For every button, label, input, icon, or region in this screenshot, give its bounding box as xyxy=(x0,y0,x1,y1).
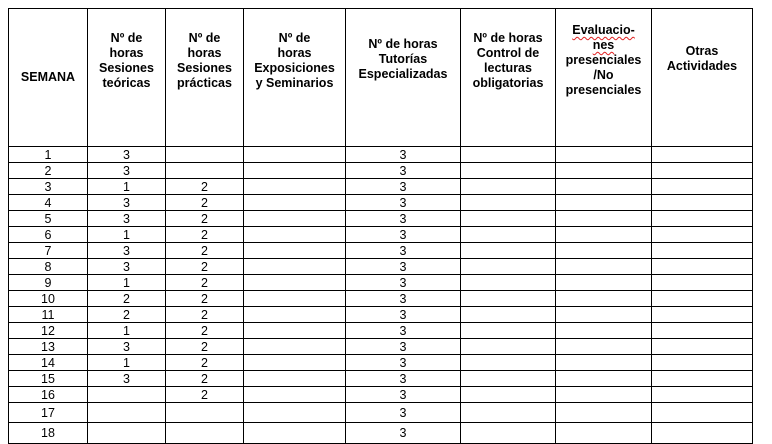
table-row xyxy=(9,227,753,243)
cell-control xyxy=(461,227,556,243)
cell-otras xyxy=(652,275,753,291)
cell-tutorias: 3 xyxy=(346,243,461,259)
cell-evaluaciones xyxy=(556,423,652,444)
cell-evaluaciones xyxy=(556,243,652,259)
header-line: teóricas xyxy=(102,76,151,90)
cell-exposiciones xyxy=(244,387,346,403)
cell-semana: 11 xyxy=(9,307,88,323)
cell-control xyxy=(461,259,556,275)
header-line: y Seminarios xyxy=(255,76,334,90)
cell-exposiciones xyxy=(244,259,346,275)
cell-semana: 7 xyxy=(9,243,88,259)
table-row xyxy=(9,423,753,444)
cell-tutorias: 3 xyxy=(346,339,461,355)
cell-teoricas xyxy=(88,387,166,403)
table-row xyxy=(9,307,753,323)
table-body xyxy=(9,147,753,444)
cell-exposiciones xyxy=(244,243,346,259)
cell-practicas: 2 xyxy=(166,291,244,307)
cell-tutorias: 3 xyxy=(346,211,461,227)
header-line: horas xyxy=(109,46,144,60)
cell-semana: 14 xyxy=(9,355,88,371)
cell-exposiciones xyxy=(244,371,346,387)
header-line: lecturas xyxy=(484,61,532,75)
cell-tutorias: 3 xyxy=(346,227,461,243)
header-line: Nº de xyxy=(188,31,221,45)
cell-control xyxy=(461,163,556,179)
cell-exposiciones xyxy=(244,355,346,371)
header-line: Nº de horas xyxy=(473,31,543,45)
cell-exposiciones xyxy=(244,323,346,339)
header-line: Nº de xyxy=(110,31,143,45)
cell-evaluaciones xyxy=(556,195,652,211)
header-otras-actividades xyxy=(652,9,753,147)
cell-practicas: 2 xyxy=(166,259,244,275)
header-line: horas xyxy=(277,46,312,60)
header-evaluaciones xyxy=(556,9,652,147)
cell-control xyxy=(461,355,556,371)
header-line: presenciales xyxy=(565,83,642,97)
table-row xyxy=(9,211,753,227)
header-line: Nº de horas xyxy=(368,37,438,51)
cell-otras xyxy=(652,403,753,423)
cell-exposiciones xyxy=(244,291,346,307)
table-row xyxy=(9,371,753,387)
cell-control xyxy=(461,243,556,259)
cell-teoricas xyxy=(88,403,166,423)
cell-tutorias: 3 xyxy=(346,259,461,275)
cell-teoricas: 3 xyxy=(88,195,166,211)
header-line: /No xyxy=(593,68,614,82)
cell-semana: 12 xyxy=(9,323,88,339)
header-line: horas xyxy=(187,46,222,60)
cell-practicas: 2 xyxy=(166,323,244,339)
schedule-sheet xyxy=(8,8,753,444)
cell-control xyxy=(461,147,556,163)
table-row xyxy=(9,195,753,211)
cell-exposiciones xyxy=(244,147,346,163)
cell-teoricas: 1 xyxy=(88,179,166,195)
table-row xyxy=(9,339,753,355)
cell-tutorias: 3 xyxy=(346,291,461,307)
cell-evaluaciones xyxy=(556,163,652,179)
cell-semana: 8 xyxy=(9,259,88,275)
header-control-lecturas xyxy=(461,9,556,147)
cell-practicas: 2 xyxy=(166,227,244,243)
cell-exposiciones xyxy=(244,339,346,355)
cell-practicas: 2 xyxy=(166,275,244,291)
cell-exposiciones xyxy=(244,307,346,323)
cell-teoricas: 2 xyxy=(88,291,166,307)
cell-otras xyxy=(652,323,753,339)
cell-otras xyxy=(652,227,753,243)
cell-otras xyxy=(652,291,753,307)
cell-teoricas: 3 xyxy=(88,339,166,355)
cell-tutorias: 3 xyxy=(346,387,461,403)
cell-teoricas xyxy=(88,423,166,444)
header-line-misspelled: Evaluacio- xyxy=(572,23,635,37)
cell-semana: 4 xyxy=(9,195,88,211)
cell-otras xyxy=(652,243,753,259)
cell-control xyxy=(461,275,556,291)
cell-evaluaciones xyxy=(556,403,652,423)
cell-exposiciones xyxy=(244,211,346,227)
cell-practicas: 2 xyxy=(166,387,244,403)
cell-teoricas: 3 xyxy=(88,259,166,275)
cell-control xyxy=(461,371,556,387)
table-row xyxy=(9,387,753,403)
cell-semana: 10 xyxy=(9,291,88,307)
cell-teoricas: 2 xyxy=(88,307,166,323)
header-sesiones-practicas xyxy=(166,9,244,147)
cell-evaluaciones xyxy=(556,371,652,387)
header-line: Sesiones xyxy=(99,61,154,75)
cell-semana: 18 xyxy=(9,423,88,444)
header-line: Nº de xyxy=(278,31,311,45)
cell-tutorias: 3 xyxy=(346,355,461,371)
cell-evaluaciones xyxy=(556,323,652,339)
cell-tutorias: 3 xyxy=(346,275,461,291)
cell-tutorias: 3 xyxy=(346,371,461,387)
cell-exposiciones xyxy=(244,179,346,195)
table-row xyxy=(9,355,753,371)
cell-evaluaciones xyxy=(556,179,652,195)
cell-control xyxy=(461,339,556,355)
cell-otras xyxy=(652,339,753,355)
cell-control xyxy=(461,323,556,339)
cell-control xyxy=(461,387,556,403)
cell-otras xyxy=(652,163,753,179)
header-line-misspelled: nes xyxy=(592,38,615,52)
cell-semana: 16 xyxy=(9,387,88,403)
cell-control xyxy=(461,291,556,307)
cell-otras xyxy=(652,387,753,403)
header-sesiones-teoricas xyxy=(88,9,166,147)
cell-teoricas: 1 xyxy=(88,323,166,339)
cell-practicas: 2 xyxy=(166,195,244,211)
weekly-hours-table xyxy=(8,8,753,444)
table-row xyxy=(9,323,753,339)
header-line: Sesiones xyxy=(177,61,232,75)
cell-practicas: 2 xyxy=(166,211,244,227)
cell-teoricas: 1 xyxy=(88,355,166,371)
cell-evaluaciones xyxy=(556,147,652,163)
cell-practicas: 2 xyxy=(166,307,244,323)
table-row xyxy=(9,291,753,307)
table-row xyxy=(9,163,753,179)
header-semana-label: SEMANA xyxy=(20,70,76,84)
cell-control xyxy=(461,307,556,323)
header-line: Especializadas xyxy=(358,67,448,81)
cell-practicas: 2 xyxy=(166,371,244,387)
cell-exposiciones xyxy=(244,423,346,444)
cell-exposiciones xyxy=(244,163,346,179)
cell-semana: 9 xyxy=(9,275,88,291)
header-line: obligatorias xyxy=(472,76,544,90)
table-row xyxy=(9,259,753,275)
cell-practicas xyxy=(166,423,244,444)
cell-semana: 13 xyxy=(9,339,88,355)
cell-control xyxy=(461,195,556,211)
cell-otras xyxy=(652,371,753,387)
header-line: prácticas xyxy=(177,76,232,90)
cell-practicas: 2 xyxy=(166,355,244,371)
cell-practicas: 2 xyxy=(166,243,244,259)
cell-control xyxy=(461,211,556,227)
cell-semana: 15 xyxy=(9,371,88,387)
header-line: Exposiciones xyxy=(254,61,335,75)
header-tutorias-especializadas xyxy=(346,9,461,147)
table-row xyxy=(9,179,753,195)
cell-practicas xyxy=(166,163,244,179)
cell-teoricas: 1 xyxy=(88,227,166,243)
header-line: Otras xyxy=(685,44,719,58)
cell-evaluaciones xyxy=(556,307,652,323)
header-exposiciones-seminarios xyxy=(244,9,346,147)
cell-teoricas: 3 xyxy=(88,163,166,179)
cell-otras xyxy=(652,179,753,195)
cell-evaluaciones xyxy=(556,227,652,243)
cell-otras xyxy=(652,259,753,275)
cell-tutorias: 3 xyxy=(346,307,461,323)
table-row xyxy=(9,403,753,423)
header-line: Control de xyxy=(476,46,540,60)
header-semana xyxy=(9,9,88,147)
table-row xyxy=(9,275,753,291)
cell-evaluaciones xyxy=(556,259,652,275)
cell-tutorias: 3 xyxy=(346,423,461,444)
cell-tutorias: 3 xyxy=(346,147,461,163)
cell-evaluaciones xyxy=(556,291,652,307)
cell-semana: 5 xyxy=(9,211,88,227)
table-row xyxy=(9,243,753,259)
cell-teoricas: 3 xyxy=(88,147,166,163)
cell-practicas xyxy=(166,147,244,163)
cell-teoricas: 3 xyxy=(88,211,166,227)
cell-exposiciones xyxy=(244,227,346,243)
cell-tutorias: 3 xyxy=(346,163,461,179)
cell-tutorias: 3 xyxy=(346,323,461,339)
cell-exposiciones xyxy=(244,403,346,423)
cell-control xyxy=(461,179,556,195)
cell-otras xyxy=(652,195,753,211)
header-row xyxy=(9,9,753,147)
cell-semana: 1 xyxy=(9,147,88,163)
cell-tutorias: 3 xyxy=(346,179,461,195)
cell-evaluaciones xyxy=(556,275,652,291)
cell-practicas xyxy=(166,403,244,423)
cell-tutorias: 3 xyxy=(346,195,461,211)
cell-semana: 3 xyxy=(9,179,88,195)
table-row xyxy=(9,147,753,163)
header-line: Actividades xyxy=(666,59,738,73)
cell-otras xyxy=(652,147,753,163)
cell-semana: 6 xyxy=(9,227,88,243)
cell-exposiciones xyxy=(244,275,346,291)
cell-semana: 17 xyxy=(9,403,88,423)
cell-otras xyxy=(652,307,753,323)
cell-tutorias: 3 xyxy=(346,403,461,423)
cell-practicas: 2 xyxy=(166,339,244,355)
header-line: presenciales xyxy=(565,53,642,67)
cell-evaluaciones xyxy=(556,211,652,227)
cell-otras xyxy=(652,211,753,227)
cell-teoricas: 3 xyxy=(88,243,166,259)
header-line: Tutorías xyxy=(378,52,428,66)
cell-teoricas: 3 xyxy=(88,371,166,387)
cell-practicas: 2 xyxy=(166,179,244,195)
cell-control xyxy=(461,403,556,423)
cell-exposiciones xyxy=(244,195,346,211)
cell-otras xyxy=(652,423,753,444)
cell-semana: 2 xyxy=(9,163,88,179)
cell-control xyxy=(461,423,556,444)
cell-evaluaciones xyxy=(556,355,652,371)
cell-teoricas: 1 xyxy=(88,275,166,291)
cell-evaluaciones xyxy=(556,339,652,355)
cell-evaluaciones xyxy=(556,387,652,403)
cell-otras xyxy=(652,355,753,371)
